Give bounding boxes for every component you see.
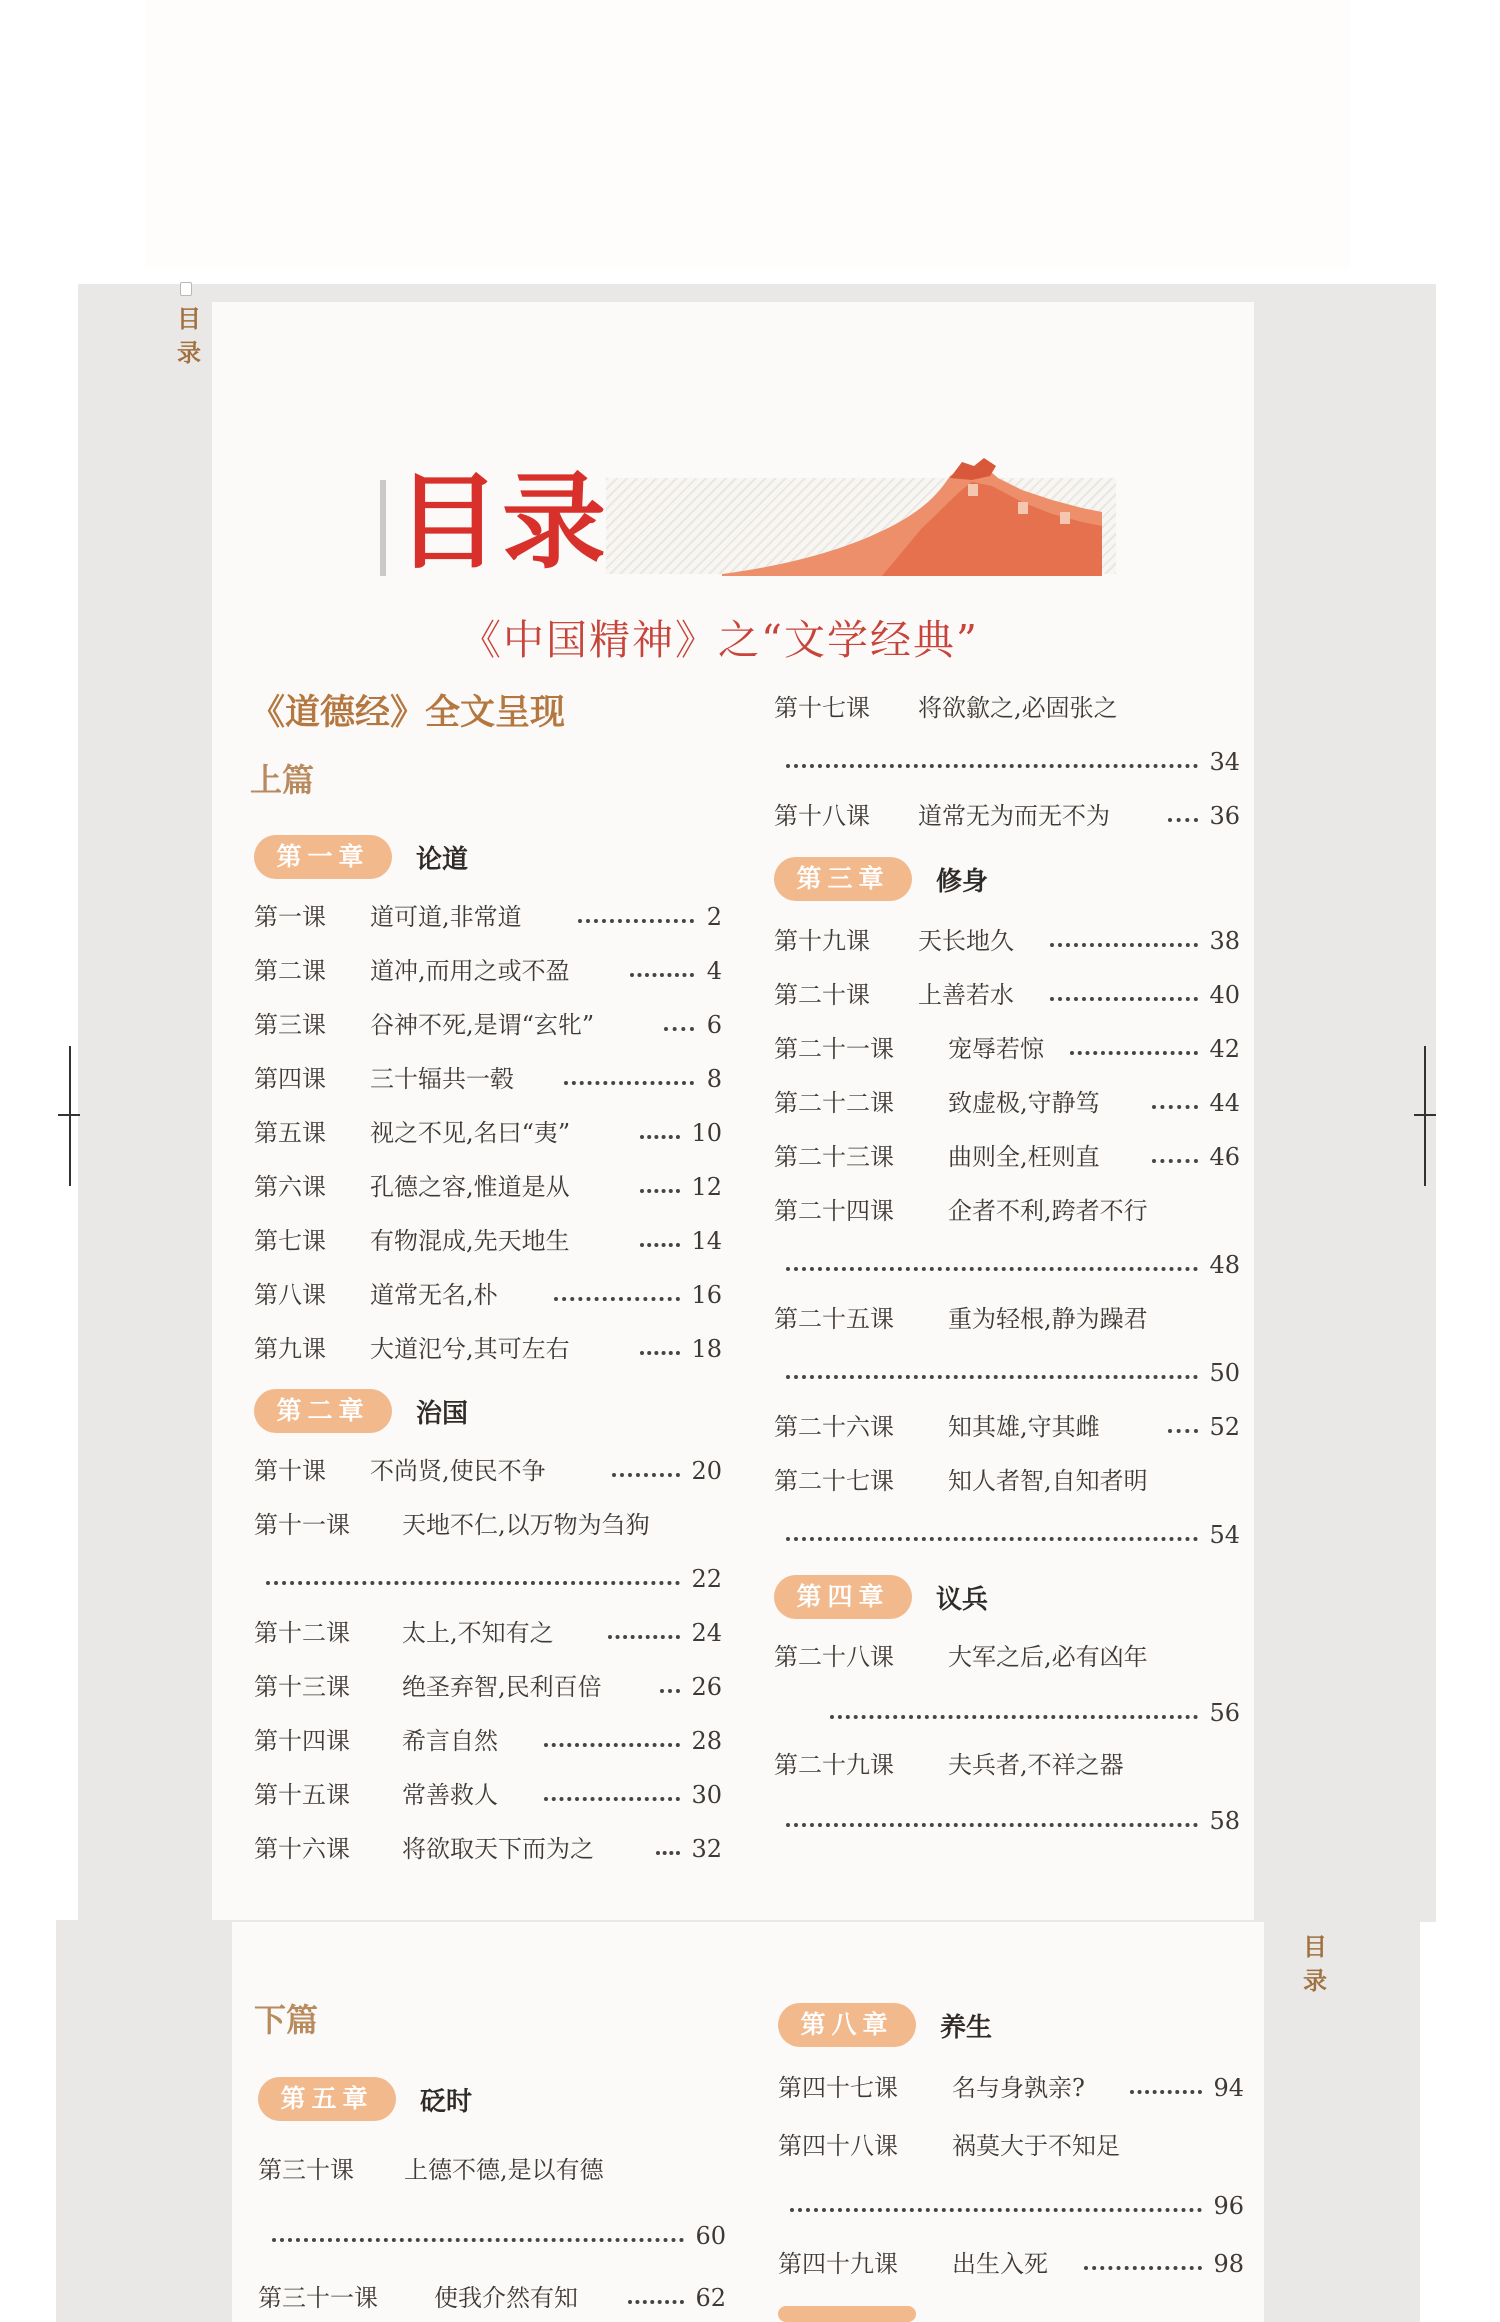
page-number: 58 (1209, 1807, 1240, 1835)
dot-leader (786, 764, 1198, 768)
lesson-number: 第三课 (254, 1011, 326, 1039)
dot-leader (786, 1537, 1198, 1541)
toc-entry[interactable] (774, 975, 1240, 1015)
toc-entry[interactable] (774, 688, 1240, 728)
dot-leader (612, 1473, 680, 1477)
toc-entry[interactable] (254, 1829, 722, 1869)
lesson-title: 知其雄,守其雌 (948, 1413, 1100, 1441)
toc-entry[interactable] (774, 1137, 1240, 1177)
chapter-heading[interactable] (774, 856, 988, 902)
dot-leader (578, 919, 694, 923)
lesson-number: 第十四课 (254, 1727, 350, 1755)
toc-entry[interactable] (254, 1005, 722, 1045)
subtitle: 《中国精神》之“文学经典” (460, 616, 979, 664)
crop-mark-right-horizontal (1414, 1114, 1436, 1116)
page-title: 目录 (396, 461, 609, 583)
lesson-number: 第七课 (254, 1227, 326, 1255)
lesson-number: 第二十六课 (774, 1413, 894, 1441)
title-accent-bar (380, 480, 386, 576)
dot-leader (1168, 818, 1198, 822)
page-number: 30 (691, 1781, 722, 1809)
lesson-title: 重为轻根,静为躁君 (948, 1305, 1148, 1333)
chapter-title: 治国 (416, 1398, 469, 1429)
toc-entry[interactable] (254, 1221, 722, 1261)
dot-leader (544, 1797, 680, 1801)
lesson-number: 第二十五课 (774, 1305, 894, 1333)
lesson-title: 谷神不死,是谓“玄牝” (370, 1011, 595, 1039)
lesson-number: 第二十课 (774, 981, 870, 1009)
chapter-badge: 第四章 (774, 1575, 912, 1619)
crop-mark-right-vertical (1424, 1046, 1426, 1186)
chapter-title: 修身 (936, 866, 989, 897)
lesson-number: 第二十七课 (774, 1467, 894, 1495)
side-label-toc: 目录 (1303, 1932, 1327, 1995)
toc-entry[interactable] (254, 1167, 722, 1207)
dot-leader (640, 1243, 680, 1247)
page-number: 62 (695, 2284, 726, 2312)
page-number: 6 (706, 1011, 722, 1039)
dot-leader (628, 2300, 684, 2304)
lesson-number: 第十三课 (254, 1673, 350, 1701)
dot-leader (656, 1851, 680, 1855)
chapter-heading[interactable] (774, 1574, 988, 1620)
dot-leader (608, 1635, 680, 1639)
toc-leader-line (790, 2186, 1244, 2226)
toc-entry[interactable] (254, 1113, 722, 1153)
page-number: 24 (691, 1619, 722, 1647)
dot-leader (554, 1297, 680, 1301)
page-number: 20 (691, 1457, 722, 1485)
lesson-number: 第十九课 (774, 927, 870, 955)
page-number: 96 (1213, 2192, 1244, 2220)
page-number: 94 (1213, 2074, 1244, 2102)
page-number: 42 (1209, 1035, 1240, 1063)
page-number: 22 (691, 1565, 722, 1593)
lesson-number: 第六课 (254, 1173, 326, 1201)
toc-entry[interactable] (774, 1191, 1240, 1231)
page-number: 98 (1213, 2250, 1244, 2278)
toc-leader-line (272, 2216, 726, 2256)
lesson-number: 第九课 (254, 1335, 326, 1363)
lesson-number: 第四课 (254, 1065, 326, 1093)
lesson-title: 常善救人 (402, 1781, 498, 1809)
lesson-number: 第十六课 (254, 1835, 350, 1863)
crop-mark-left-vertical (69, 1046, 71, 1186)
lesson-number: 第三十课 (258, 2156, 354, 2184)
toc-entry[interactable] (254, 1721, 722, 1761)
dot-leader (1152, 1159, 1198, 1163)
chapter-badge: 第一章 (254, 835, 392, 879)
side-label-toc: 目录 (177, 304, 201, 367)
toc-entry[interactable] (254, 951, 722, 991)
lesson-title: 道可道,非常道 (370, 903, 522, 931)
lesson-title: 大军之后,必有凶年 (948, 1643, 1148, 1671)
page-number: 34 (1209, 748, 1240, 776)
lesson-title: 不尚贤,使民不争 (370, 1457, 546, 1485)
great-wall-illustration (722, 456, 1102, 576)
toc-entry[interactable] (254, 1059, 722, 1099)
lesson-number: 第十八课 (774, 802, 870, 830)
dot-leader (564, 1081, 694, 1085)
toc-entry[interactable] (254, 1275, 722, 1315)
lesson-title: 道常无名,朴 (370, 1281, 498, 1309)
lesson-title: 上善若水 (918, 981, 1014, 1009)
lesson-title: 希言自然 (402, 1727, 498, 1755)
toc-entry[interactable] (254, 897, 722, 937)
toc-entry[interactable] (774, 1029, 1240, 1069)
chapter-title: 议兵 (936, 1584, 989, 1615)
toc-entry[interactable] (778, 2244, 1244, 2284)
lesson-title: 名与身孰亲? (952, 2074, 1085, 2102)
lesson-title: 绝圣弃智,民利百倍 (402, 1673, 602, 1701)
lesson-number: 第二十四课 (774, 1197, 894, 1225)
toc-entry[interactable] (774, 1745, 1240, 1785)
toc-leader-line (786, 1353, 1240, 1393)
lesson-number: 第二十八课 (774, 1643, 894, 1671)
lesson-title: 企者不利,跨者不行 (948, 1197, 1148, 1225)
lesson-title: 祸莫大于不知足 (952, 2132, 1120, 2160)
dot-leader (1070, 1051, 1198, 1055)
dot-leader (1050, 943, 1198, 947)
dot-leader (786, 1267, 1198, 1271)
lesson-title: 夫兵者,不祥之器 (948, 1751, 1124, 1779)
page-number: 36 (1209, 802, 1240, 830)
lesson-title: 道冲,而用之或不盈 (370, 957, 570, 985)
toc-leader-line (786, 742, 1240, 782)
page-number: 56 (1209, 1699, 1240, 1727)
toc-entry[interactable] (774, 1461, 1240, 1501)
lesson-title: 使我介然有知 (434, 2284, 578, 2312)
lesson-title: 天长地久 (918, 927, 1014, 955)
crop-mark-left-horizontal (58, 1114, 80, 1116)
lesson-title: 太上,不知有之 (402, 1619, 554, 1647)
lesson-number: 第八课 (254, 1281, 326, 1309)
dot-leader (1050, 997, 1198, 1001)
chapter-heading[interactable] (258, 2076, 472, 2122)
page-number: 4 (706, 957, 722, 985)
lesson-title: 宠辱若惊 (948, 1035, 1044, 1063)
dot-leader (1168, 1429, 1198, 1433)
page-marker-icon (180, 282, 192, 296)
part-title-lower: 下篇 (254, 2001, 319, 2039)
chapter-badge: 第五章 (258, 2077, 396, 2121)
dot-leader (830, 1715, 1198, 1719)
page-number: 2 (706, 903, 722, 931)
lesson-number: 第五课 (254, 1119, 326, 1147)
toc-entry[interactable] (254, 1613, 722, 1653)
lesson-title: 上德不德,是以有德 (404, 2156, 604, 2184)
lesson-number: 第十二课 (254, 1619, 350, 1647)
lesson-number: 第四十八课 (778, 2132, 898, 2160)
dot-leader (630, 973, 694, 977)
chapter-badge: 第八章 (778, 2003, 916, 2047)
page-number: 60 (695, 2222, 726, 2250)
toc-leader-line (266, 1559, 722, 1599)
page-number: 48 (1209, 1251, 1240, 1279)
lesson-number: 第四十七课 (778, 2074, 898, 2102)
chapter-heading-partial (778, 2306, 916, 2322)
lesson-number: 第二十九课 (774, 1751, 894, 1779)
lesson-number: 第十七课 (774, 694, 870, 722)
page-number: 38 (1209, 927, 1240, 955)
toc-leader-line (786, 1801, 1240, 1841)
toc-leader-line (786, 1245, 1240, 1285)
page-number: 52 (1209, 1413, 1240, 1441)
page-number: 28 (691, 1727, 722, 1755)
toc-entry[interactable] (258, 2278, 726, 2318)
chapter-title: 养生 (940, 2012, 993, 2043)
dot-leader (640, 1189, 680, 1193)
lesson-title: 有物混成,先天地生 (370, 1227, 570, 1255)
lesson-title: 将欲取天下而为之 (402, 1835, 594, 1863)
page-number: 54 (1209, 1521, 1240, 1549)
dot-leader (664, 1027, 694, 1031)
page-number: 50 (1209, 1359, 1240, 1387)
lesson-number: 第十一课 (254, 1511, 350, 1539)
lesson-number: 第三十一课 (258, 2284, 378, 2312)
toc-entry[interactable] (774, 1083, 1240, 1123)
chapter-badge (778, 2306, 916, 2322)
lesson-title: 大道氾兮,其可左右 (370, 1335, 570, 1363)
chapter-badge: 第二章 (254, 1389, 392, 1433)
dot-leader (544, 1743, 680, 1747)
toc-entry[interactable] (254, 1667, 722, 1707)
lesson-title: 视之不见,名曰“夷” (370, 1119, 571, 1147)
lesson-title: 孔德之容,惟道是从 (370, 1173, 570, 1201)
blank-top-area (145, 0, 1350, 268)
lesson-number: 第二十二课 (774, 1089, 894, 1117)
page-number: 44 (1209, 1089, 1240, 1117)
chapter-heading[interactable] (254, 1388, 468, 1434)
page-number: 16 (691, 1281, 722, 1309)
dot-leader (660, 1689, 680, 1693)
dot-leader (266, 1581, 680, 1585)
lesson-title: 知人者智,自知者明 (948, 1467, 1148, 1495)
toc-leader-line (830, 1693, 1240, 1733)
lesson-title: 出生入死 (952, 2250, 1048, 2278)
dot-leader (1084, 2266, 1202, 2270)
toc-entry[interactable] (774, 921, 1240, 961)
lesson-number: 第一课 (254, 903, 326, 931)
page-number: 12 (691, 1173, 722, 1201)
page-number: 26 (691, 1673, 722, 1701)
dot-leader (272, 2238, 684, 2242)
lesson-number: 第十五课 (254, 1781, 350, 1809)
section-title: 《道德经》全文呈现 (250, 692, 566, 733)
lesson-title: 致虚极,守静笃 (948, 1089, 1100, 1117)
dot-leader (640, 1135, 680, 1139)
chapter-title: 论道 (416, 844, 469, 875)
lesson-number: 第二十一课 (774, 1035, 894, 1063)
lesson-title: 道常无为而无不为 (918, 802, 1110, 830)
toc-entry[interactable] (254, 1451, 722, 1491)
toc-entry[interactable] (774, 1637, 1240, 1677)
dot-leader (786, 1823, 1198, 1827)
toc-entry[interactable] (774, 1407, 1240, 1447)
page-number: 40 (1209, 981, 1240, 1009)
toc-entry[interactable] (778, 2126, 1244, 2166)
chapter-heading[interactable] (778, 2002, 992, 2048)
dot-leader (786, 1375, 1198, 1379)
toc-leader-line (786, 1515, 1240, 1555)
dot-leader (790, 2208, 1202, 2212)
toc-entry[interactable] (774, 796, 1240, 836)
page-number: 14 (691, 1227, 722, 1255)
page-number: 10 (691, 1119, 722, 1147)
toc-entry[interactable] (254, 1505, 722, 1545)
dot-leader (1130, 2090, 1202, 2094)
lesson-number: 第四十九课 (778, 2250, 898, 2278)
lesson-title: 将欲歙之,必固张之 (918, 694, 1118, 722)
lesson-title: 三十辐共一毂 (370, 1065, 514, 1093)
toc-entry[interactable] (254, 1775, 722, 1815)
toc-entry[interactable] (258, 2150, 726, 2190)
chapter-badge: 第三章 (774, 857, 912, 901)
lesson-number: 第二十三课 (774, 1143, 894, 1171)
lesson-number: 第二课 (254, 957, 326, 985)
toc-entry[interactable] (254, 1329, 722, 1369)
page-number: 46 (1209, 1143, 1240, 1171)
chapter-title: 砭时 (420, 2086, 473, 2117)
page-number: 8 (706, 1065, 722, 1093)
page-number: 18 (691, 1335, 722, 1363)
dot-leader (1152, 1105, 1198, 1109)
lesson-number: 第十课 (254, 1457, 326, 1485)
page-number: 32 (691, 1835, 722, 1863)
lesson-title: 天地不仁,以万物为刍狗 (402, 1511, 650, 1539)
lesson-title: 曲则全,枉则直 (948, 1143, 1100, 1171)
toc-entry[interactable] (778, 2068, 1244, 2108)
toc-entry[interactable] (774, 1299, 1240, 1339)
part-title-upper: 上篇 (250, 761, 315, 799)
chapter-heading[interactable] (254, 834, 468, 880)
dot-leader (640, 1351, 680, 1355)
